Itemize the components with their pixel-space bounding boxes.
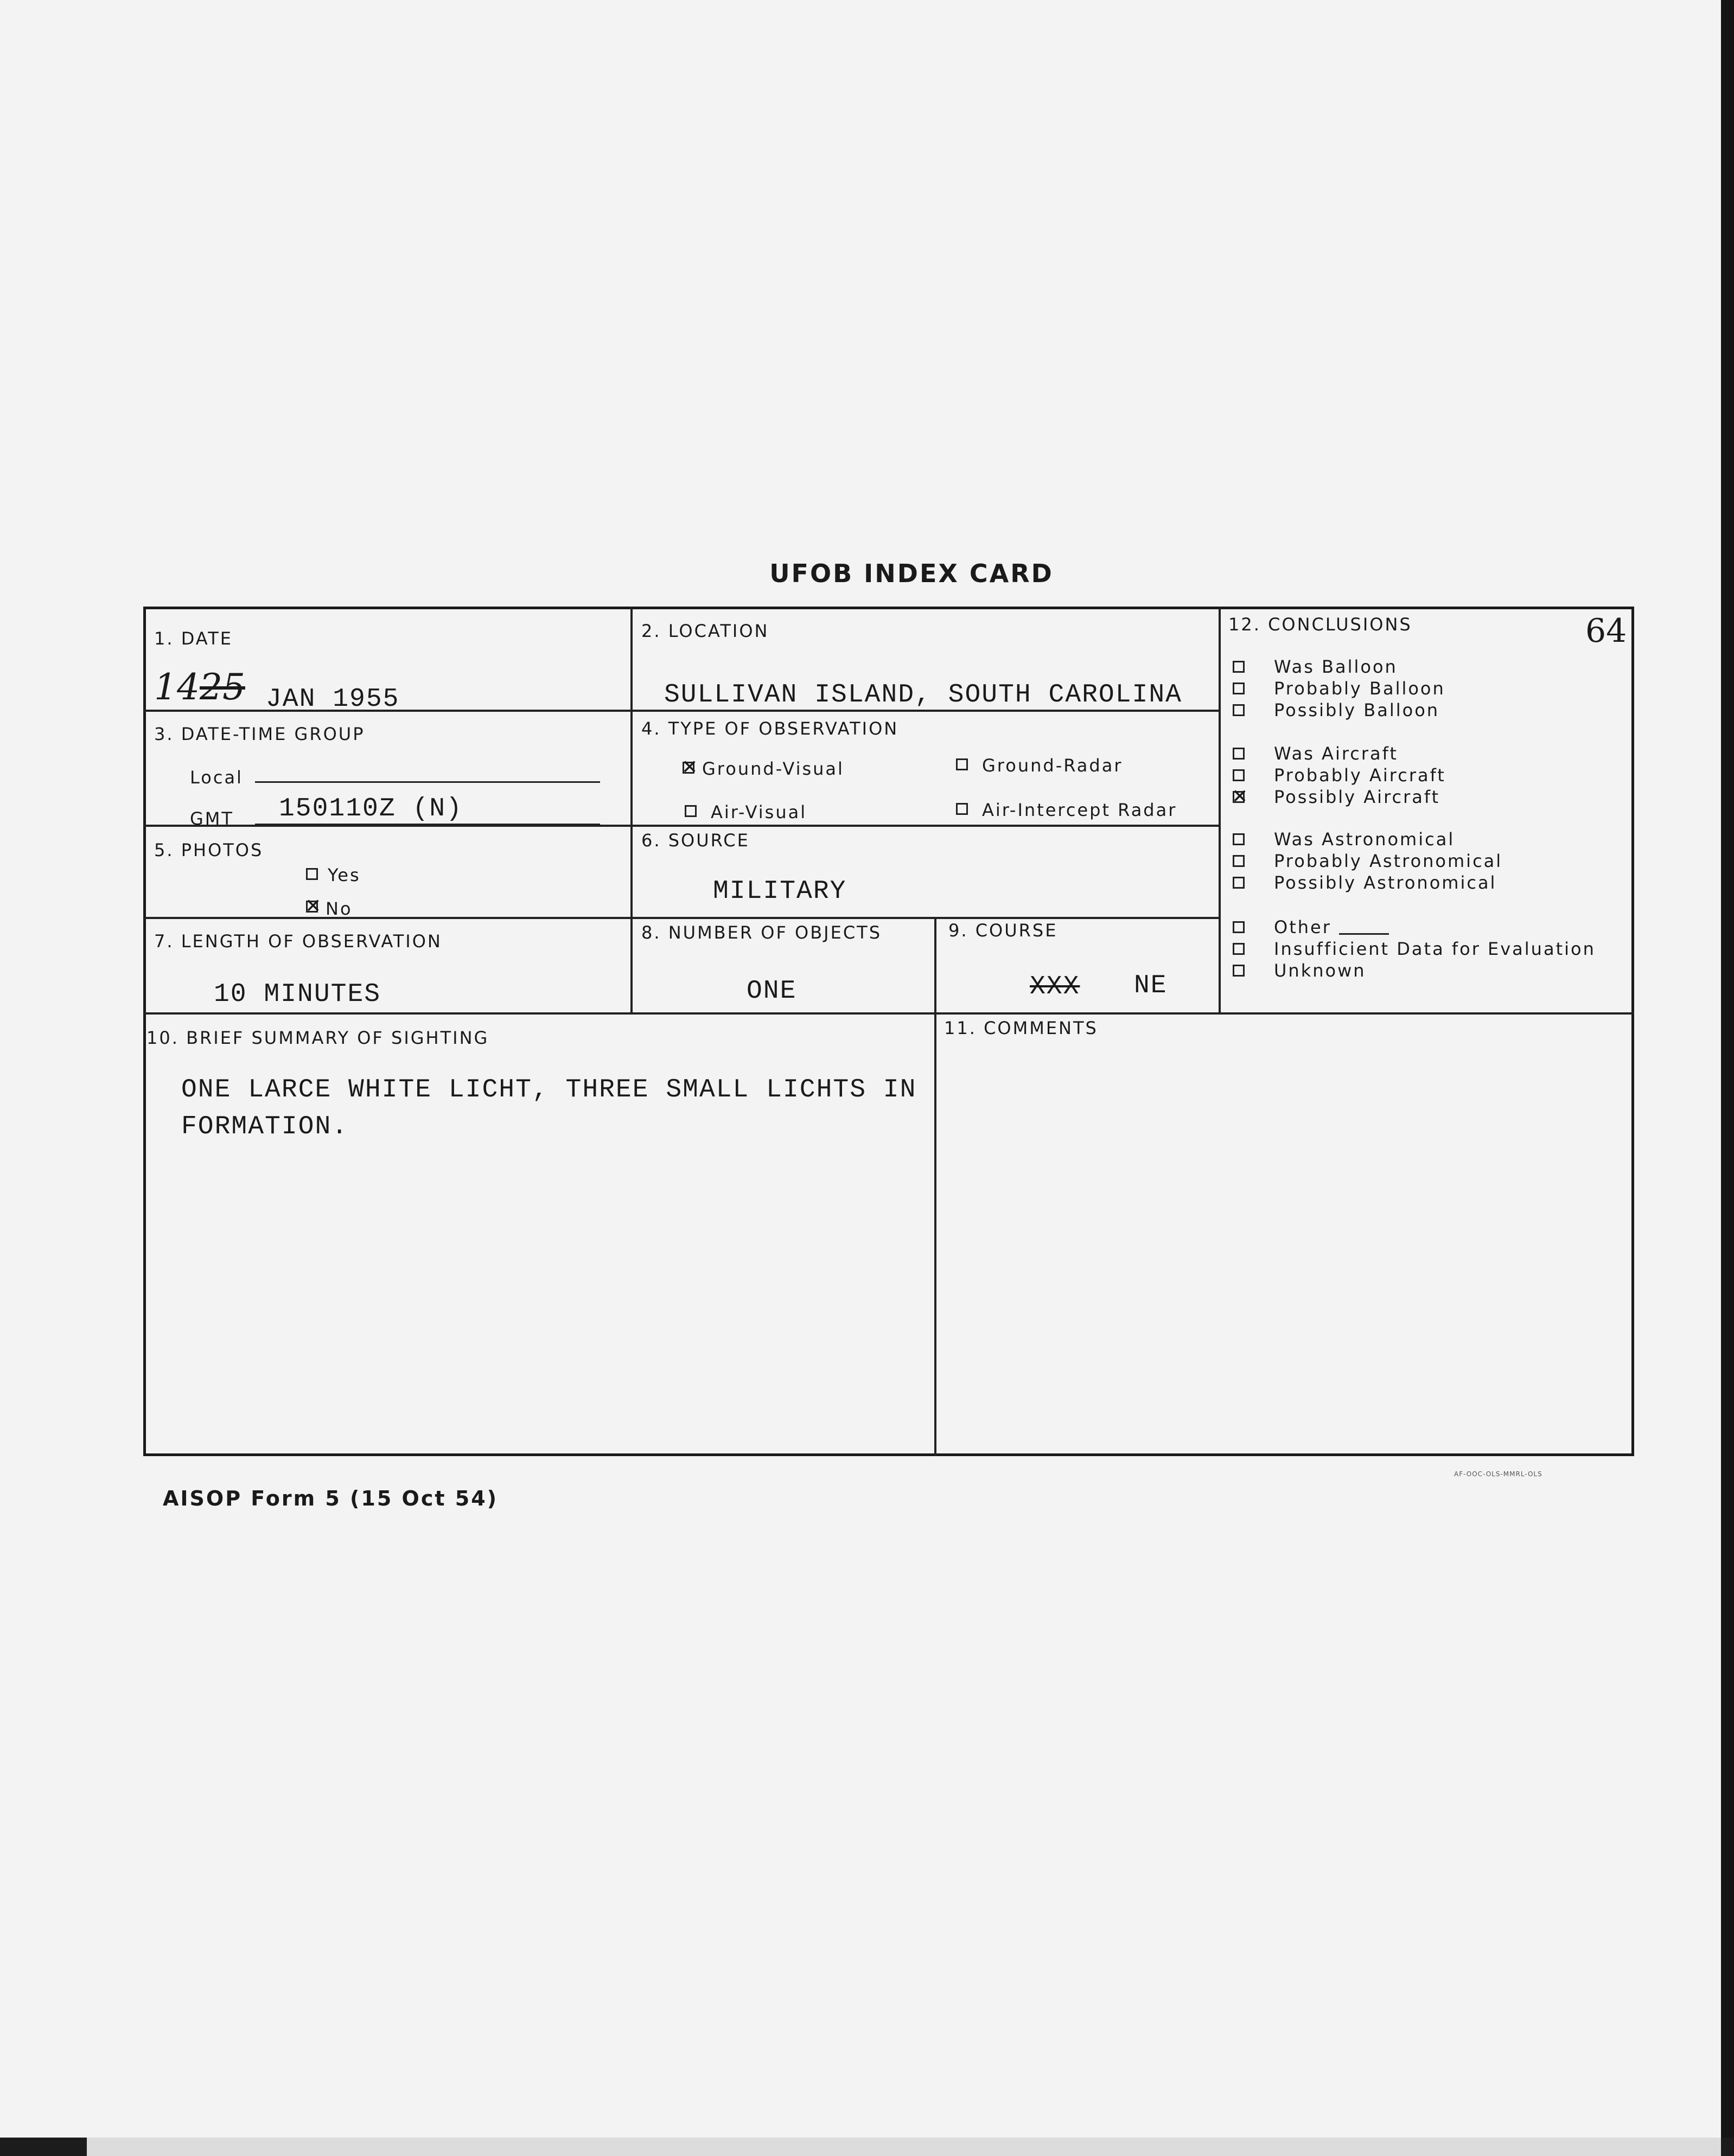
probably-astronomical-label: Probably Astronomical bbox=[1274, 851, 1503, 871]
divider-col2 bbox=[934, 917, 936, 1456]
card-title: UFOB INDEX CARD bbox=[769, 559, 1054, 588]
summary-line-1: ONE LARCE WHITE LICHT, THREE SMALL LICHTS IN bbox=[181, 1075, 917, 1105]
air-intercept-radar-checkbox[interactable] bbox=[956, 803, 968, 815]
probably-astronomical-checkbox[interactable] bbox=[1233, 855, 1245, 867]
photos-yes-label: Yes bbox=[328, 865, 361, 885]
observation-type-label: 4. TYPE OF OBSERVATION bbox=[641, 718, 899, 739]
was-astronomical-checkbox[interactable] bbox=[1233, 833, 1245, 845]
date-day-handwritten: 1425 bbox=[154, 666, 245, 708]
gmt-label: GMT bbox=[190, 808, 234, 829]
gmt-line bbox=[255, 824, 600, 825]
photos-no-check-mark: ✕ bbox=[305, 895, 322, 917]
was-aircraft-checkbox[interactable] bbox=[1233, 748, 1245, 760]
possibly-balloon-label: Possibly Balloon bbox=[1274, 700, 1440, 720]
summary-line-2: FORMATION. bbox=[181, 1112, 349, 1141]
other-line bbox=[1339, 933, 1389, 935]
possibly-balloon-checkbox[interactable] bbox=[1233, 704, 1245, 716]
other-checkbox[interactable] bbox=[1233, 921, 1245, 933]
unknown-checkbox[interactable] bbox=[1233, 965, 1245, 977]
date-value: JAN 1955 bbox=[266, 685, 400, 714]
divider-row4 bbox=[143, 1012, 1634, 1015]
course-label: 9. COURSE bbox=[948, 920, 1058, 941]
probably-balloon-checkbox[interactable] bbox=[1233, 682, 1245, 694]
form-footer: AISOP Form 5 (15 Oct 54) bbox=[163, 1487, 499, 1510]
course-value: NE bbox=[1134, 971, 1168, 1000]
date-label: 1. DATE bbox=[154, 628, 233, 649]
local-line bbox=[255, 781, 600, 783]
possibly-aircraft-label: Possibly Aircraft bbox=[1274, 787, 1440, 807]
print-stamp: AF-OOC-OLS-MMRL-OLS bbox=[1454, 1470, 1542, 1478]
divider-col3 bbox=[1219, 607, 1221, 1012]
date-time-group-label: 3. DATE-TIME GROUP bbox=[154, 724, 365, 744]
conclusions-label: 12. CONCLUSIONS bbox=[1228, 614, 1412, 635]
other-label: Other bbox=[1274, 917, 1331, 937]
scan-edge-right bbox=[1721, 0, 1734, 2156]
was-aircraft-label: Was Aircraft bbox=[1274, 743, 1398, 764]
was-balloon-checkbox[interactable] bbox=[1233, 661, 1245, 673]
photos-yes-checkbox[interactable] bbox=[306, 868, 318, 880]
air-visual-checkbox[interactable] bbox=[685, 805, 697, 817]
length-value: 10 MINUTES bbox=[214, 980, 381, 1009]
possibly-aircraft-check-mark: ✕ bbox=[1232, 786, 1248, 808]
summary-label: 10. BRIEF SUMMARY OF SIGHTING bbox=[146, 1028, 489, 1048]
probably-balloon-label: Probably Balloon bbox=[1274, 678, 1445, 699]
air-visual-label: Air-Visual bbox=[711, 802, 807, 822]
was-balloon-label: Was Balloon bbox=[1274, 656, 1398, 677]
insufficient-data-checkbox[interactable] bbox=[1233, 943, 1245, 955]
comments-label: 11. COMMENTS bbox=[944, 1018, 1098, 1038]
source-label: 6. SOURCE bbox=[641, 830, 750, 851]
scan-edge-bottom-light bbox=[87, 2138, 1721, 2156]
air-intercept-radar-label: Air-Intercept Radar bbox=[982, 800, 1177, 820]
divider-col1 bbox=[630, 607, 633, 1012]
ground-radar-label: Ground-Radar bbox=[982, 755, 1123, 776]
ground-radar-checkbox[interactable] bbox=[956, 758, 968, 770]
probably-aircraft-label: Probably Aircraft bbox=[1274, 765, 1446, 786]
objects-value: ONE bbox=[747, 977, 797, 1006]
gmt-value: 150110Z (N) bbox=[279, 794, 463, 824]
card-number: 64 bbox=[1585, 612, 1627, 650]
possibly-astronomical-label: Possibly Astronomical bbox=[1274, 872, 1497, 893]
ground-visual-label: Ground-Visual bbox=[702, 758, 844, 779]
local-label: Local bbox=[190, 767, 243, 788]
length-label: 7. LENGTH OF OBSERVATION bbox=[154, 931, 442, 952]
ground-visual-check-mark: ✕ bbox=[681, 756, 698, 779]
location-label: 2. LOCATION bbox=[641, 621, 769, 641]
photos-no-label: No bbox=[326, 898, 353, 919]
unknown-label: Unknown bbox=[1274, 960, 1366, 981]
objects-label: 8. NUMBER OF OBJECTS bbox=[641, 922, 882, 943]
insufficient-data-label: Insufficient Data for Evaluation bbox=[1274, 939, 1596, 959]
course-struck-value: XXX bbox=[1030, 972, 1080, 1002]
photos-label: 5. PHOTOS bbox=[154, 840, 264, 860]
location-value: SULLIVAN ISLAND, SOUTH CAROLINA bbox=[664, 680, 1182, 710]
source-value: MILITARY bbox=[713, 877, 847, 906]
possibly-astronomical-checkbox[interactable] bbox=[1233, 877, 1245, 889]
probably-aircraft-checkbox[interactable] bbox=[1233, 769, 1245, 781]
was-astronomical-label: Was Astronomical bbox=[1274, 829, 1455, 850]
